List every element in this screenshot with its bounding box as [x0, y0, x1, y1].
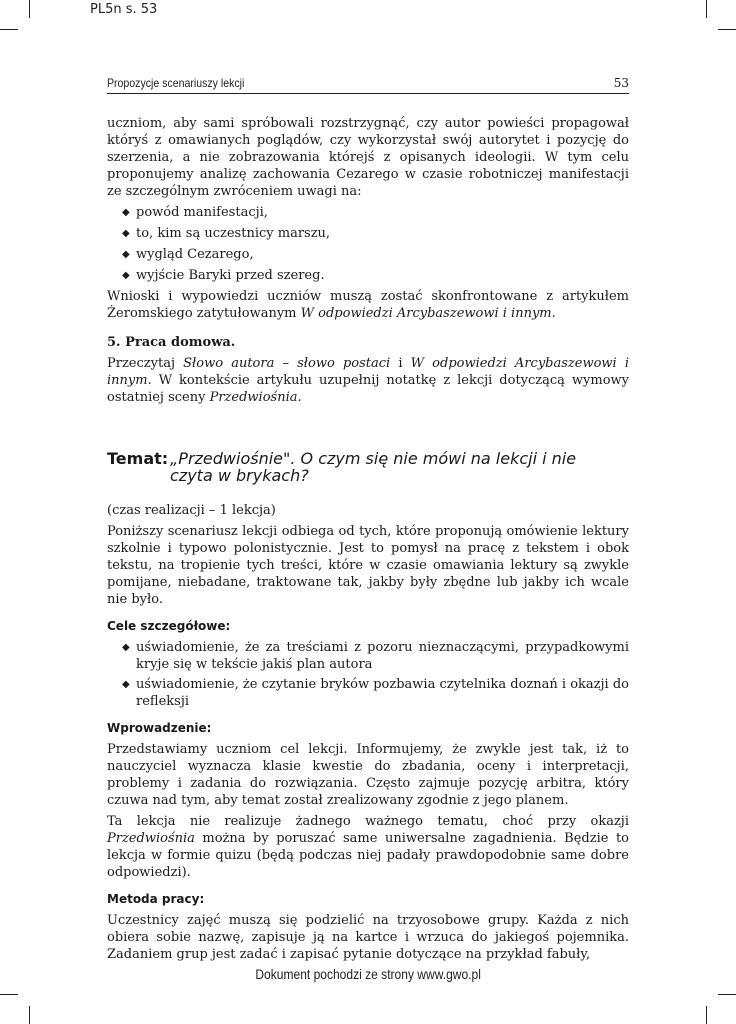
lesson-topic-title: „Przedwiośnie". O czym się nie mówi na lekcji i nie czyta w brykach?	[170, 449, 577, 485]
lesson-description: Poniższy scenariusz lekcji odbiega od tych, które proponują omówienie lektury szkolnie i typowo polonistycznie. Jest to pomysł na pracę z tekstem i obok tekstu, na tropienie tych treści, które w czasie omawiania lektury są zwykle pomijane, niebadane, traktowane tak, jakby były zbędne lub jakby ich wcale nie było.	[107, 524, 629, 607]
method-heading: Metoda pracy:	[107, 892, 205, 906]
lesson-topic	[107, 450, 629, 502]
intro-bullet-list	[107, 204, 629, 284]
crop-mark-bottom-left-vertical	[29, 1006, 30, 1024]
diamond-bullet-icon: ◆	[122, 642, 130, 653]
list-item: ◆ powód manifestacji,	[122, 205, 268, 220]
running-header-title: Propozycje scenariuszy lekcji	[107, 76, 245, 90]
lesson-topic-label: Temat:	[107, 449, 169, 468]
conclusion-paragraph: Wnioski i wypowiedzi uczniów muszą zostać skonfrontowane z artykułem Żeromskiego zatytułowanym W odpowiedzi Arcybaszewowi i innym.	[107, 289, 629, 321]
goals-list	[107, 639, 629, 710]
list-item: ◆ to, kim są uczestnicy marszu,	[122, 226, 331, 241]
diamond-bullet-icon: ◆	[122, 249, 130, 260]
list-item: ◆ wygląd Cezarego,	[122, 247, 254, 262]
method-paragraph: Uczestnicy zajęć muszą się podzielić na trzyosobowe grupy. Każda z nich obiera sobie nazwę, zapisuje ją na kartce i wrzuca do jakiegoś pojemnika. Zadaniem grup jest zadać i zapisać pytanie dotyczące na przykład fabuły,	[107, 913, 629, 962]
homework-paragraph: Przeczytaj Słowo autora – słowo postaci i W odpowiedzi Arcybaszewowi i innym. W kontekście artykułu uzupełnij notatkę z lekcji dotyczącą wymowy ostatniej sceny Przedwiośnia.	[107, 356, 630, 405]
crop-mark-top-left-vertical	[29, 0, 30, 18]
diamond-bullet-icon: ◆	[122, 679, 130, 690]
list-item: ◆ uświadomienie, że za treściami z pozoru nieznaczącymi, przypadkowymi kryje się w tekście jakiś plan autora	[122, 640, 629, 672]
introduction-paragraph-2: Ta lekcja nie realizuje żadnego ważnego tematu, choć przy okazji Przedwiośnia można by poruszać same uniwersalne zagadnienia. Będzie to lekcja w formie quizu (będą podczas niej padały prawdopodobnie same dobre odpowiedzi).	[107, 814, 629, 880]
homework-heading: 5. Praca domowa.	[107, 335, 236, 350]
introduction-paragraph-1: Przedstawiamy uczniom cel lekcji. Informujemy, że zwykle jest tak, iż to nauczyciel wyznacza klasie kwestie do zbadania, oceny i interpretacji, problemy i zadania do rozwiązania. Często zajmuje pozycję arbitra, który czuwa nad tym, aby temat został zrealizowany zgodnie z jego planem.	[107, 742, 629, 808]
crop-mark-top-left-horizontal	[0, 29, 18, 30]
diamond-bullet-icon: ◆	[122, 228, 130, 239]
source-footer: Dokument pochodzi ze strony www.gwo.pl	[255, 966, 481, 982]
introduction-heading: Wprowadzenie:	[107, 721, 212, 735]
list-item: ◆ wyjście Baryki przed szereg.	[122, 268, 325, 283]
page-content	[107, 115, 629, 967]
diamond-bullet-icon: ◆	[122, 207, 130, 218]
page-number: 53	[613, 76, 629, 90]
crop-mark-top-right-horizontal	[718, 29, 736, 30]
print-slug: PL5n s. 53	[90, 2, 158, 17]
lesson-duration: (czas realizacji – 1 lekcja)	[107, 503, 276, 518]
crop-mark-bottom-right-vertical	[706, 1006, 707, 1024]
intro-paragraph: uczniom, aby sami spróbowali rozstrzygnąć, czy autor powieści propagował któryś z omawianych poglądów, czy wykorzystał swój autorytet i pozycję do szerzenia, a nie zobrazowania którejś z opisanych ideologii. W tym celu proponujemy analizę zachowania Cezarego w czasie robotniczej manifestacji ze szczególnym zwróceniem uwagi na:	[107, 116, 629, 199]
crop-mark-bottom-right-horizontal	[718, 994, 736, 995]
goals-heading: Cele szczegółowe:	[107, 619, 231, 633]
article-title: W odpowiedzi Arcybaszewowi i innym.	[300, 306, 556, 321]
diamond-bullet-icon: ◆	[122, 270, 130, 281]
crop-mark-bottom-left-horizontal	[0, 994, 18, 995]
crop-mark-top-right-vertical	[706, 0, 707, 18]
header-rule	[107, 93, 629, 94]
list-item: ◆ uświadomienie, że czytanie bryków pozbawia czytelnika doznań i okazji do refleksji	[122, 677, 629, 709]
